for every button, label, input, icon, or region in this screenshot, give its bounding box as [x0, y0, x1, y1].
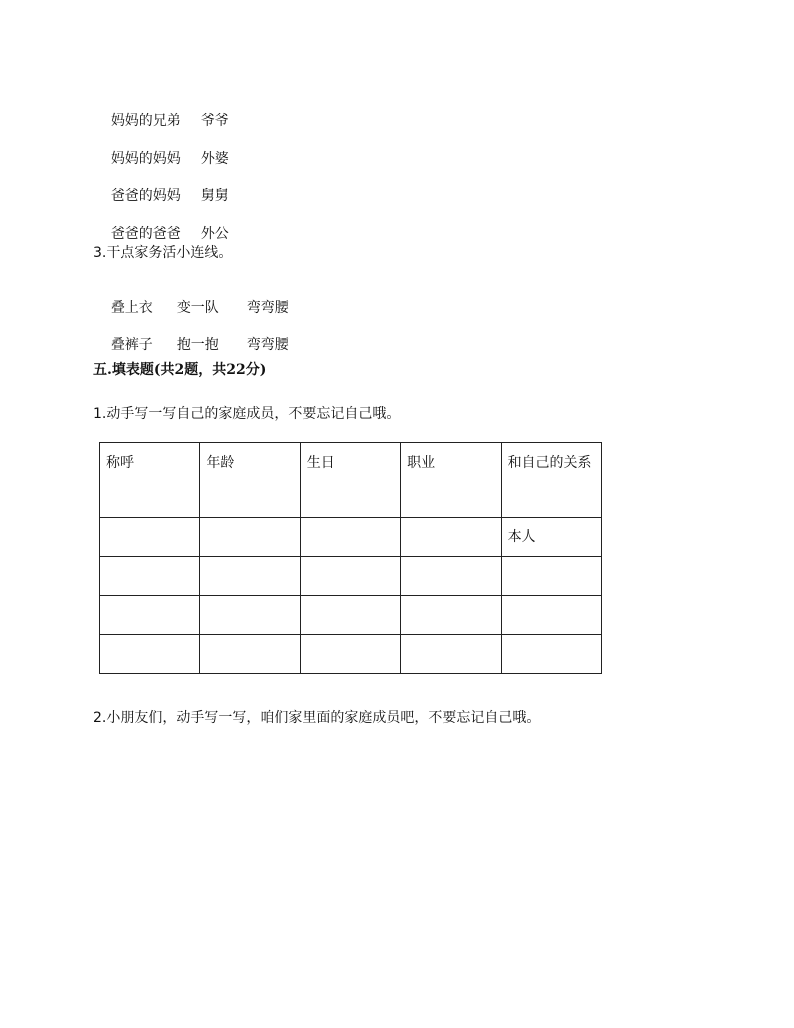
table-header-row: [100, 443, 602, 518]
relation-right: 外婆: [200, 151, 229, 167]
table-cell[interactable]: [501, 635, 601, 674]
table-cell[interactable]: [501, 557, 601, 596]
table-cell[interactable]: [200, 518, 300, 557]
table-cell: 本人: [501, 518, 601, 557]
table-row: [100, 518, 602, 557]
table-row: [100, 635, 602, 674]
table-row: [100, 596, 602, 635]
table-cell[interactable]: [300, 635, 400, 674]
table-cell[interactable]: [401, 557, 501, 596]
table-header-cell: 和自己的关系: [501, 443, 601, 518]
table-cell[interactable]: [100, 557, 200, 596]
table-cell[interactable]: [501, 596, 601, 635]
table-row: [100, 557, 602, 596]
relation-left: 爸爸的爸爸: [110, 226, 181, 242]
table-cell[interactable]: [401, 596, 501, 635]
table-cell[interactable]: [300, 557, 400, 596]
relation-right: 外公: [200, 226, 229, 242]
table-cell[interactable]: [200, 596, 300, 635]
chore-item: 弯弯腰: [246, 300, 289, 316]
chore-item: 变一队: [176, 300, 219, 316]
question-2-text: 2.小朋友们，动手写一写，咱们家里面的家庭成员吧，不要忘记自己哦。: [93, 710, 541, 726]
table-header-cell: 称呼: [100, 443, 200, 518]
table-cell[interactable]: [100, 518, 200, 557]
table-cell[interactable]: [200, 557, 300, 596]
table-cell[interactable]: [300, 518, 400, 557]
table-cell[interactable]: [300, 596, 400, 635]
table-cell[interactable]: [100, 596, 200, 635]
question-3-title: 3.干点家务活小连线。: [93, 245, 233, 261]
table-header-cell: 职业: [401, 443, 501, 518]
question-1-text: 1.动手写一写自己的家庭成员，不要忘记自己哦。: [93, 406, 401, 422]
chore-item: 叠裤子: [110, 337, 153, 353]
section-heading: 五.填表题(共2题，共22分): [93, 362, 267, 378]
table-cell[interactable]: [200, 635, 300, 674]
chore-item: 叠上衣: [110, 300, 153, 316]
family-members-table: [99, 442, 602, 674]
relation-left: 妈妈的兄弟: [110, 113, 181, 129]
table-cell[interactable]: [401, 635, 501, 674]
relation-left: 爸爸的妈妈: [110, 188, 181, 204]
chore-item: 弯弯腰: [246, 337, 289, 353]
table-cell[interactable]: [401, 518, 501, 557]
relation-right: 爷爷: [200, 113, 229, 129]
table-cell[interactable]: [100, 635, 200, 674]
relation-left: 妈妈的妈妈: [110, 151, 181, 167]
chore-item: 抱一抱: [176, 337, 219, 353]
table-header-cell: 生日: [300, 443, 400, 518]
relation-right: 舅舅: [200, 188, 229, 204]
table-header-cell: 年龄: [200, 443, 300, 518]
